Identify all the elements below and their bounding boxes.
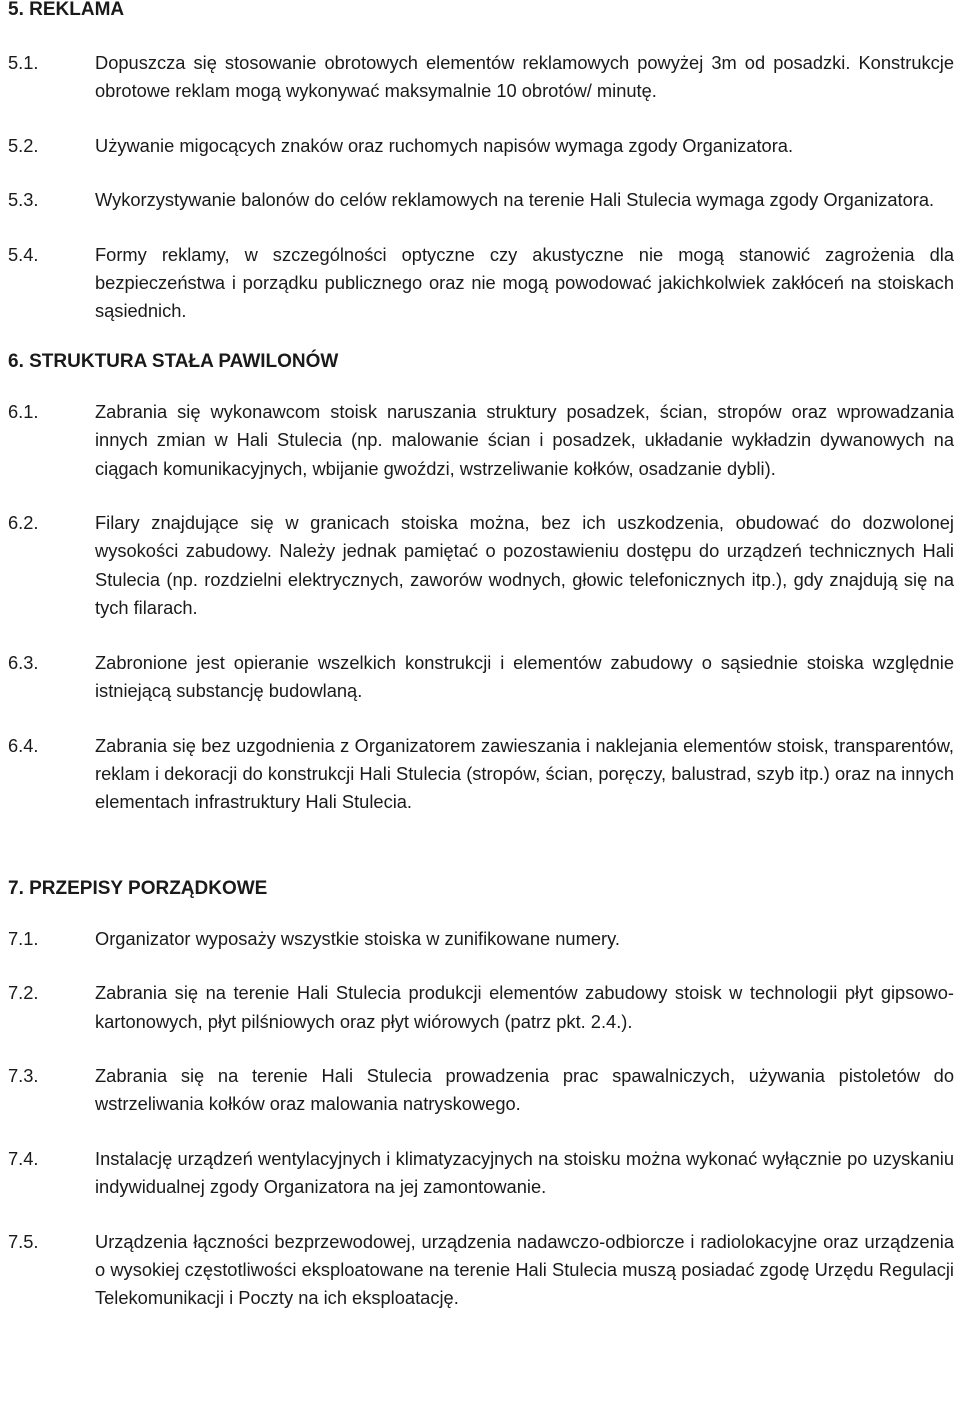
clause-7-5 xyxy=(8,1228,954,1313)
clause-number: 5.3. xyxy=(8,189,39,211)
clause-text: Zabrania się bez uzgodnienia z Organizatorem zawieszania i naklejania elementów stoisk, transparentów, reklam i dekoracji do konstrukcji Hali Stulecia (stropów, ścian, poręczy, balustrad, szyb itp.) oraz na innych elementach infrastruktury Hali Stulecia. xyxy=(95,734,954,813)
clause-7-2 xyxy=(8,979,954,1036)
clause-number: 7.1. xyxy=(8,927,39,949)
clause-5-4 xyxy=(8,241,954,326)
clause-text: Filary znajdujące się w granicach stoiska można, bez ich uszkodzenia, obudować do dozwolonej wysokości zabudowy. Należy jednak pamiętać o pozostawieniu dostępu do urządzeń technicznych Hali Stulecia (np. rozdzielni elektrycznych, zaworów wodnych, głowic telefonicznych itp.), gdy znajdują się na tych filarach. xyxy=(95,512,954,619)
clause-6-1 xyxy=(8,398,954,483)
clause-text: Formy reklamy, w szczególności optyczne czy akustyczne nie mogą stanowić zagrożenia dla bezpieczeństwa i porządku publicznego oraz nie mogą powodować jakichkolwiek zakłóceń na stoiskach sąsiednich. xyxy=(95,243,954,322)
clause-7-1 xyxy=(8,925,954,953)
clause-number: 7.5. xyxy=(8,1230,39,1252)
clause-text: Zabrania się na terenie Hali Stulecia produkcji elementów zabudowy stoisk w technologii płyt gipsowo-kartonowych, płyt pilśniowych oraz płyt wiórowych (patrz pkt. 2.4.). xyxy=(95,982,954,1032)
clause-number: 5.1. xyxy=(8,52,39,73)
clause-number: 5.2. xyxy=(8,134,39,156)
clause-number: 6.4. xyxy=(8,734,39,756)
clause-text: Używanie migocących znaków oraz ruchomych napisów wymaga zgody Organizatora. xyxy=(95,134,794,156)
clause-number: 6.3. xyxy=(8,651,39,673)
clause-7-4 xyxy=(8,1145,954,1202)
clause-text: Dopuszcza się stosowanie obrotowych elementów reklamowych powyżej 3m od posadzki. Konstrukcje obrotowe reklam mogą wykonywać maksymalnie 10 obrotów/ minutę. xyxy=(95,52,954,102)
clause-6-4 xyxy=(8,732,954,817)
clause-7-3 xyxy=(8,1062,954,1119)
clause-text: Zabronione jest opieranie wszelkich konstrukcji i elementów zabudowy o sąsiednie stoiska względnie istniejącą substancję budowlaną. xyxy=(95,651,954,702)
clause-number: 7.2. xyxy=(8,982,39,1004)
clause-number: 7.3. xyxy=(8,1064,39,1086)
clause-text: Zabrania się na terenie Hali Stulecia prowadzenia prac spawalniczych, używania pistoletów do wstrzeliwania kołków oraz malowania natryskowego. xyxy=(95,1064,954,1115)
clause-number: 6.1. xyxy=(8,400,39,422)
clause-number: 6.2. xyxy=(8,512,39,534)
section-heading-7: 7. PRZEPISY PORZĄDKOWE xyxy=(8,877,268,899)
clause-5-2 xyxy=(8,132,954,160)
clause-5-1 xyxy=(8,49,954,106)
clause-text: Urządzenia łączności bezprzewodowej, urządzenia nadawczo-odbiorcze i radiolokacyjne oraz urządzenia o wysokiej częstotliwości eksploatowane na terenie Hali Stulecia muszą posiadać zgodę Urzędu Regulacji Telekomunikacji i Poczty na ich eksploatację. xyxy=(95,1230,954,1309)
clause-text: Instalację urządzeń wentylacyjnych i klimatyzacyjnych na stoisku można wykonać wyłącznie po uzyskaniu indywidualnej zgody Organizatora na jej zamontowanie. xyxy=(95,1147,954,1198)
section-heading-5: 5. REKLAMA xyxy=(8,0,125,20)
clause-number: 5.4. xyxy=(8,243,39,265)
clause-text: Wykorzystywanie balonów do celów reklamowych na terenie Hali Stulecia wymaga zgody Organizatora. xyxy=(95,189,935,211)
clause-5-3 xyxy=(8,186,954,214)
section-heading-6: 6. STRUKTURA STAŁA PAWILONÓW xyxy=(8,350,339,372)
clause-6-2 xyxy=(8,509,954,623)
clause-text: Zabrania się wykonawcom stoisk naruszania struktury posadzek, ścian, stropów oraz wprowadzania innych zmian w Hali Stulecia (np. malowanie ścian i posadzek, układanie wykładzin dywanowych na ciągach komunikacyjnych, wbijanie gwoździ, wstrzeliwanie kołków, osadzanie dybli). xyxy=(95,400,954,479)
clause-6-3 xyxy=(8,649,954,706)
clause-text: Organizator wyposaży wszystkie stoiska w zunifikowane numery. xyxy=(95,927,620,949)
clause-number: 7.4. xyxy=(8,1147,39,1169)
